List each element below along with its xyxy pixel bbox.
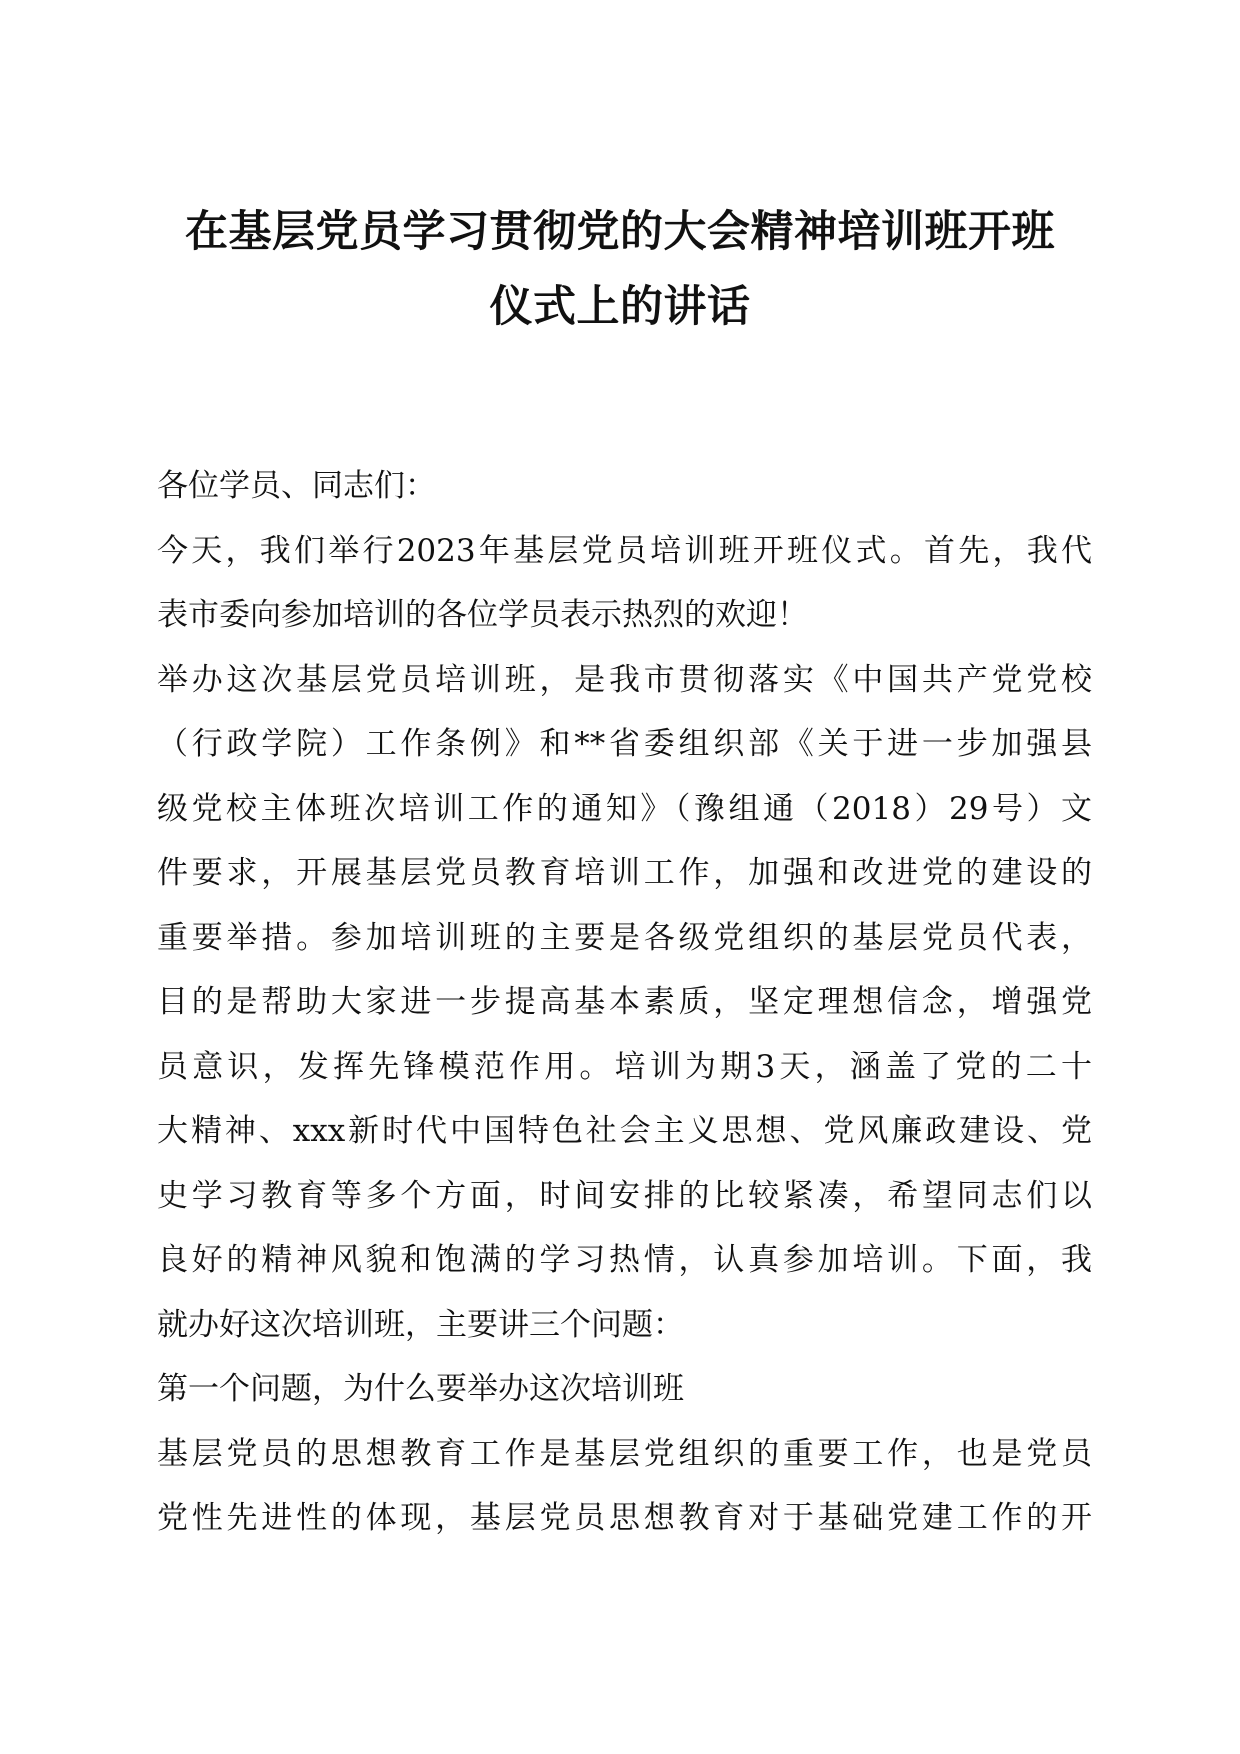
body-line: 党性先进性的体现，基层党员思想教育对于基础党建工作的开 xyxy=(157,1500,1092,1536)
title-line: 在基层党员学习贯彻党的大会精神培训班开班 xyxy=(185,207,1055,257)
salutation: 各位学员、同志们： xyxy=(157,468,436,504)
body-line: （行政学院）工作条例》和**省委组织部《关于进一步加强县 xyxy=(157,726,1092,762)
body-line: 重要举措。参加培训班的主要是各级党组织的基层党员代表， xyxy=(157,919,1092,956)
body-line: 基层党员的思想教育工作是基层党组织的重要工作，也是党员 xyxy=(157,1435,1092,1472)
document-title xyxy=(150,195,1090,345)
document-body xyxy=(157,454,1092,1551)
section-heading: 第一个问题，为什么要举办这次培训班 xyxy=(157,1371,684,1407)
body-line: 今天，我们举行2023年基层党员培训班开班仪式。首先，我代 xyxy=(157,532,1092,569)
title-line: 仪式上的讲话 xyxy=(489,282,751,332)
body-line: 举办这次基层党员培训班，是我市贯彻落实《中国共产党党校 xyxy=(157,661,1092,698)
body-line: 良好的精神风貌和饱满的学习热情，认真参加培训。下面，我 xyxy=(157,1242,1092,1278)
body-line: 目的是帮助大家进一步提高基本素质，坚定理想信念，增强党 xyxy=(157,984,1092,1020)
body-line: 史学习教育等多个方面，时间安排的比较紧凑，希望同志们以 xyxy=(157,1177,1092,1214)
body-line: 大精神、xxx新时代中国特色社会主义思想、党风廉政建设、党 xyxy=(157,1113,1092,1149)
body-line: 件要求，开展基层党员教育培训工作，加强和改进党的建设的 xyxy=(157,855,1092,891)
body-line: 级党校主体班次培训工作的通知》（豫组通（2018）29号）文 xyxy=(157,790,1092,827)
body-line: 员意识，发挥先锋模范作用。培训为期3天，涵盖了党的二十 xyxy=(157,1048,1092,1085)
body-line: 就办好这次培训班，主要讲三个问题： xyxy=(157,1306,684,1343)
body-line: 表市委向参加培训的各位学员表示热烈的欢迎！ xyxy=(157,597,808,633)
